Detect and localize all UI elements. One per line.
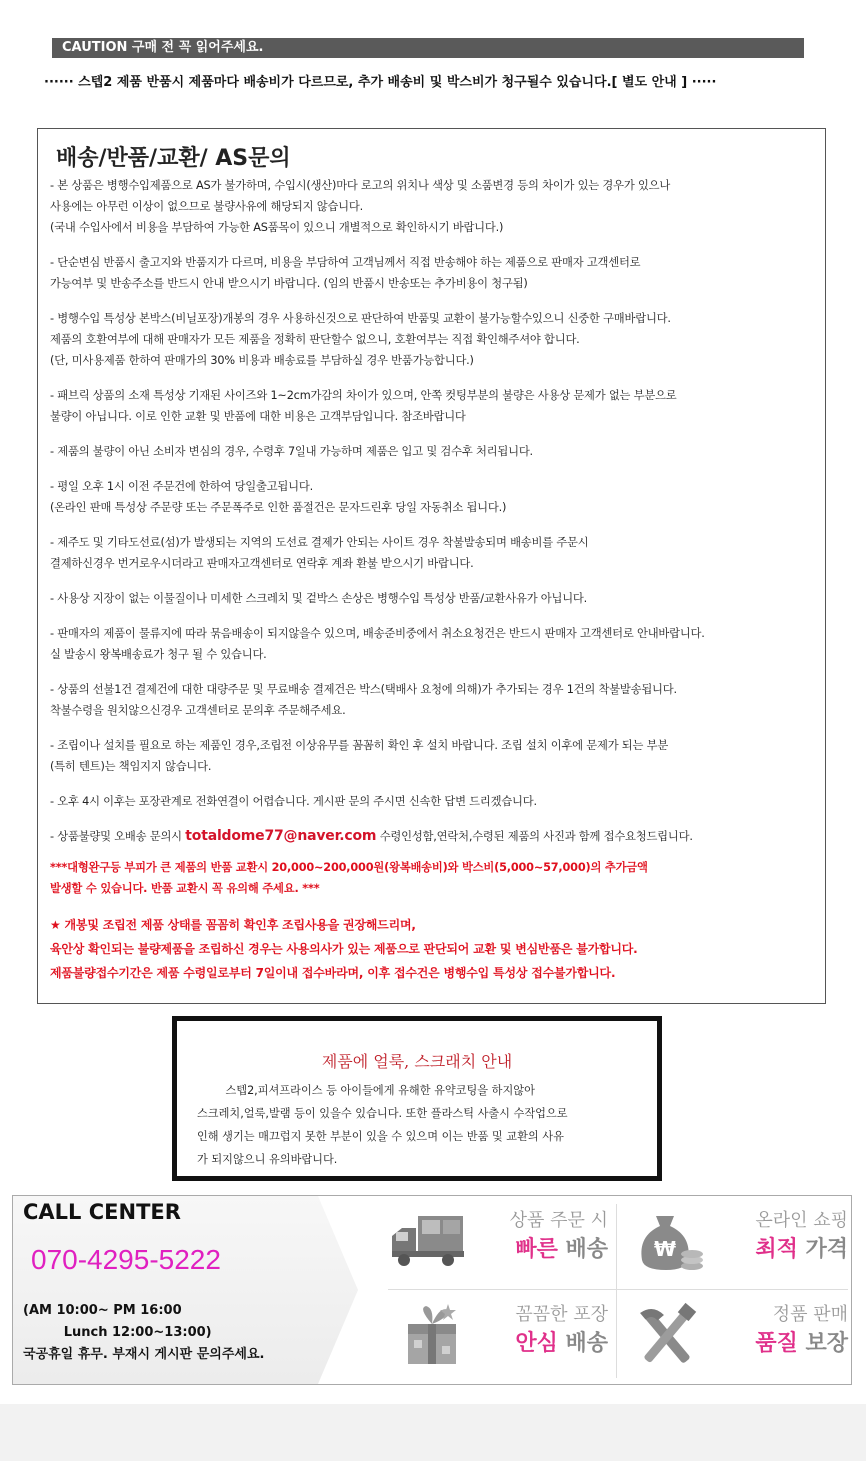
delivery-truck-icon <box>388 1206 468 1276</box>
contact-email[interactable]: totaldome77@naver.com <box>185 828 377 844</box>
policy-item <box>50 735 820 777</box>
scratch-notice-box <box>172 1016 662 1181</box>
feature-caption: 꼼꼼한 포장 <box>515 1304 608 1325</box>
policy-item <box>50 623 820 665</box>
policy-item-line: - 상품의 선불1건 결제건에 대한 대량주문 및 무료배송 결제건은 박스(택배사 요청에 의해)가 추가되는 경우 1건의 착불발송됩니다. <box>50 683 677 696</box>
policy-item <box>50 476 820 518</box>
assembly-notice-line: 육안상 확인되는 불량제품을 조립하신 경우는 사용의사가 있는 제품으로 판단되어 교환 및 변심반품은 불가합니다. <box>50 942 638 956</box>
feature-safe-delivery <box>388 1292 628 1384</box>
tools-icon <box>628 1300 708 1370</box>
large-item-notice <box>50 857 820 899</box>
large-item-notice-line: 발생할 수 있습니다. 반품 교환시 꼭 유의해 주세요. *** <box>50 882 320 895</box>
policy-item-line: - 제품의 불량이 아닌 소비자 변심의 경우, 수령후 7일내 가능하며 제품은 입고 및 검수후 처리됩니다. <box>50 445 533 458</box>
policy-item-line: - 단순변심 반품시 출고지와 반품지가 다르며, 비용을 부담하여 고객님께서 직접 반송해야 하는 제품으로 판매자 고객센터로 <box>50 256 641 269</box>
feature-highlight: 빠른 <box>515 1237 558 1262</box>
feature-rest: 배송 <box>557 1237 608 1262</box>
feature-rest: 가격 <box>797 1237 848 1262</box>
scratch-notice-line: 스텝2,피셔프라이스 등 아이들에게 유해한 유약코팅을 하지않아 <box>197 1084 535 1097</box>
feature-highlight: 안심 <box>515 1331 558 1356</box>
assembly-notice <box>50 913 820 985</box>
email-suffix: 수령인성함,연락처,수령된 제품의 사진과 함께 접수요청드립니다. <box>376 830 693 843</box>
policy-item-line: (특히 텐트)는 책임지지 않습니다. <box>50 760 212 773</box>
feature-headline <box>515 1232 608 1263</box>
policy-item-line: - 판매자의 제품이 물류지에 따라 묶음배송이 되지않을수 있으며, 배송준비중에서 취소요청건은 반드시 판매자 고객센터로 안내바랍니다. <box>50 627 705 640</box>
policy-item-line: 제품의 호환여부에 대해 판매자가 모든 제품을 정확히 판단할수 없으니, 호환여부는 직접 확인해주셔야 합니다. <box>50 333 580 346</box>
large-item-notice-line: ***대형완구등 부피가 큰 제품의 반품 교환시 20,000~200,000원(왕복배송비)와 박스비(5,000~57,000)의 추가금액 <box>50 861 648 874</box>
policy-item <box>50 679 820 721</box>
policy-item-line: 가능여부 및 반송주소를 반드시 안내 받으시기 바랍니다. (임의 반품시 반송또는 추가비용이 청구됨) <box>50 277 528 290</box>
policy-item-line: - 평일 오후 1시 이전 주문건에 한하여 당일출고됩니다. <box>50 480 313 493</box>
feature-rest: 배송 <box>557 1331 608 1356</box>
policy-item-line: 불량이 아닙니다. 이로 인한 교환 및 반품에 대한 비용은 고객부담입니다. 참조바랍니다 <box>50 410 466 423</box>
call-center-title: CALL CENTER <box>23 1200 181 1224</box>
feature-fast-delivery <box>388 1198 628 1290</box>
scratch-notice-body <box>197 1079 647 1171</box>
scratch-notice-line: 가 되지않으니 유의바랍니다. <box>197 1153 338 1166</box>
feature-caption: 정품 판매 <box>772 1304 848 1325</box>
hours-line: 국공휴일 휴무. 부재시 게시판 문의주세요. <box>23 1347 265 1362</box>
assembly-notice-line: 제품불량접수기간은 제품 수령일로부터 7일이내 접수바라며, 이후 접수건은 병행수입 특성상 접수불가합니다. <box>50 966 616 980</box>
policy-list <box>50 175 820 999</box>
assembly-notice-line: ★ 개봉및 조립전 제품 상태를 꼼꼼히 확인후 조립사용을 권장해드리며, <box>50 918 416 932</box>
policy-item <box>50 532 820 574</box>
hours-line: Lunch 12:00~13:00) <box>23 1325 212 1340</box>
policy-item <box>50 441 820 462</box>
policy-item-line: (국내 수입사에서 비용을 부담하여 가능한 AS품목이 있으니 개별적으로 확인하시기 바랍니다.) <box>50 221 504 234</box>
money-bag-icon <box>628 1206 708 1276</box>
feature-headline <box>755 1326 848 1357</box>
feature-caption: 상품 주문 시 <box>509 1210 608 1231</box>
policy-item-line: 실 발송시 왕복배송료가 청구 될 수 있습니다. <box>50 648 267 661</box>
step2-shipping-note: ······ 스텝2 제품 반품시 제품마다 배송비가 다르므로, 추가 배송비 및 박스비가 청구될수 있습니다.[ 별도 안내 ] ····· <box>44 75 717 90</box>
feature-best-price <box>628 1198 866 1290</box>
feature-highlight: 품질 <box>755 1331 798 1356</box>
policy-item-line: 사용에는 아무런 이상이 없으므로 불량사유에 해당되지 않습니다. <box>50 200 363 213</box>
svg-text:₩: ₩ <box>653 1237 677 1261</box>
policy-item <box>50 385 820 427</box>
call-center-panel <box>12 1195 852 1385</box>
call-center-phone[interactable]: 070-4295-5222 <box>31 1244 221 1275</box>
scratch-notice-title: 제품에 얼룩, 스크래치 안내 <box>321 1052 513 1071</box>
policy-item-line: - 병행수입 특성상 본박스(비닐포장)개봉의 경우 사용하신것으로 판단하여 반품및 교환이 불가능할수있으니 신중한 구매바랍니다. <box>50 312 671 325</box>
policy-item <box>50 791 820 812</box>
feature-caption: 온라인 쇼핑 <box>755 1210 848 1231</box>
policy-item-line: - 패브릭 상품의 소재 특성상 기재된 사이즈와 1~2cm가감의 차이가 있으며, 안쪽 컷팅부분의 불량은 사용상 문제가 없는 부분으로 <box>50 389 677 402</box>
policy-item <box>50 252 820 294</box>
scratch-notice-line: 스크레치,얼룩,발램 등이 있을수 있습니다. 또한 플라스틱 사출시 수작업으로 <box>197 1107 568 1120</box>
policy-item-line: - 오후 4시 이후는 포장관계로 전화연결이 어렵습니다. 게시판 문의 주시면 신속한 답변 드리겠습니다. <box>50 795 537 808</box>
feature-quality-guarantee <box>628 1292 866 1384</box>
policy-box <box>37 128 826 1004</box>
policy-item-line: - 조립이나 설치를 필요로 하는 제품인 경우,조립전 이상유무를 꼼꼼히 확인 후 설치 바랍니다. 조립 설치 이후에 문제가 되는 부분 <box>50 739 669 752</box>
feature-headline <box>755 1232 848 1263</box>
call-center-hours <box>23 1300 264 1366</box>
policy-item-line: (단, 미사용제품 한하여 판매가의 30% 비용과 배송료를 부담하실 경우 반품가능합니다.) <box>50 354 474 367</box>
gift-box-icon <box>388 1300 468 1370</box>
email-prefix: - 상품불량및 오배송 문의시 <box>50 830 186 843</box>
policy-item-line: (온라인 판매 특성상 주문량 또는 주문폭주로 인한 품절건은 문자드린후 당일 자동취소 됩니다.) <box>50 501 507 514</box>
policy-item <box>50 308 820 371</box>
policy-title: 배송/반품/교환/ AS문의 <box>56 146 291 171</box>
policy-item-line: - 사용상 지장이 없는 이물질이나 미세한 스크레치 및 겉박스 손상은 병행수입 특성상 반품/교환사유가 아닙니다. <box>50 592 588 605</box>
hours-line: (AM 10:00~ PM 16:00 <box>23 1303 182 1318</box>
feature-headline <box>515 1326 608 1357</box>
feature-highlight: 최적 <box>755 1237 798 1262</box>
scratch-notice-line: 인해 생기는 매끄럽지 못한 부분이 있을 수 있으며 이는 반품 및 교환의 사유 <box>197 1130 564 1143</box>
policy-item <box>50 588 820 609</box>
policy-item-line: 결제하신경우 번거로우시더라고 판매자고객센터로 연락후 계좌 환불 받으시기 바랍니다. <box>50 557 474 570</box>
feature-rest: 보장 <box>797 1331 848 1356</box>
email-contact-item <box>50 826 820 847</box>
policy-item-line: - 본 상품은 병행수입제품으로 AS가 불가하며, 수입시(생산)마다 로고의 위치나 색상 및 소품변경 등의 차이가 있는 경우가 있으나 <box>50 179 671 192</box>
policy-item <box>50 175 820 238</box>
policy-item-line: - 제주도 및 기타도선료(섬)가 발생되는 지역의 도선료 결제가 안되는 사이트 경우 착불발송되며 배송비를 주문시 <box>50 536 589 549</box>
caution-banner: CAUTION 구매 전 꼭 읽어주세요. <box>52 38 804 58</box>
policy-item-line: 착불수령을 원치않으신경우 고객센터로 문의후 주문해주세요. <box>50 704 346 717</box>
